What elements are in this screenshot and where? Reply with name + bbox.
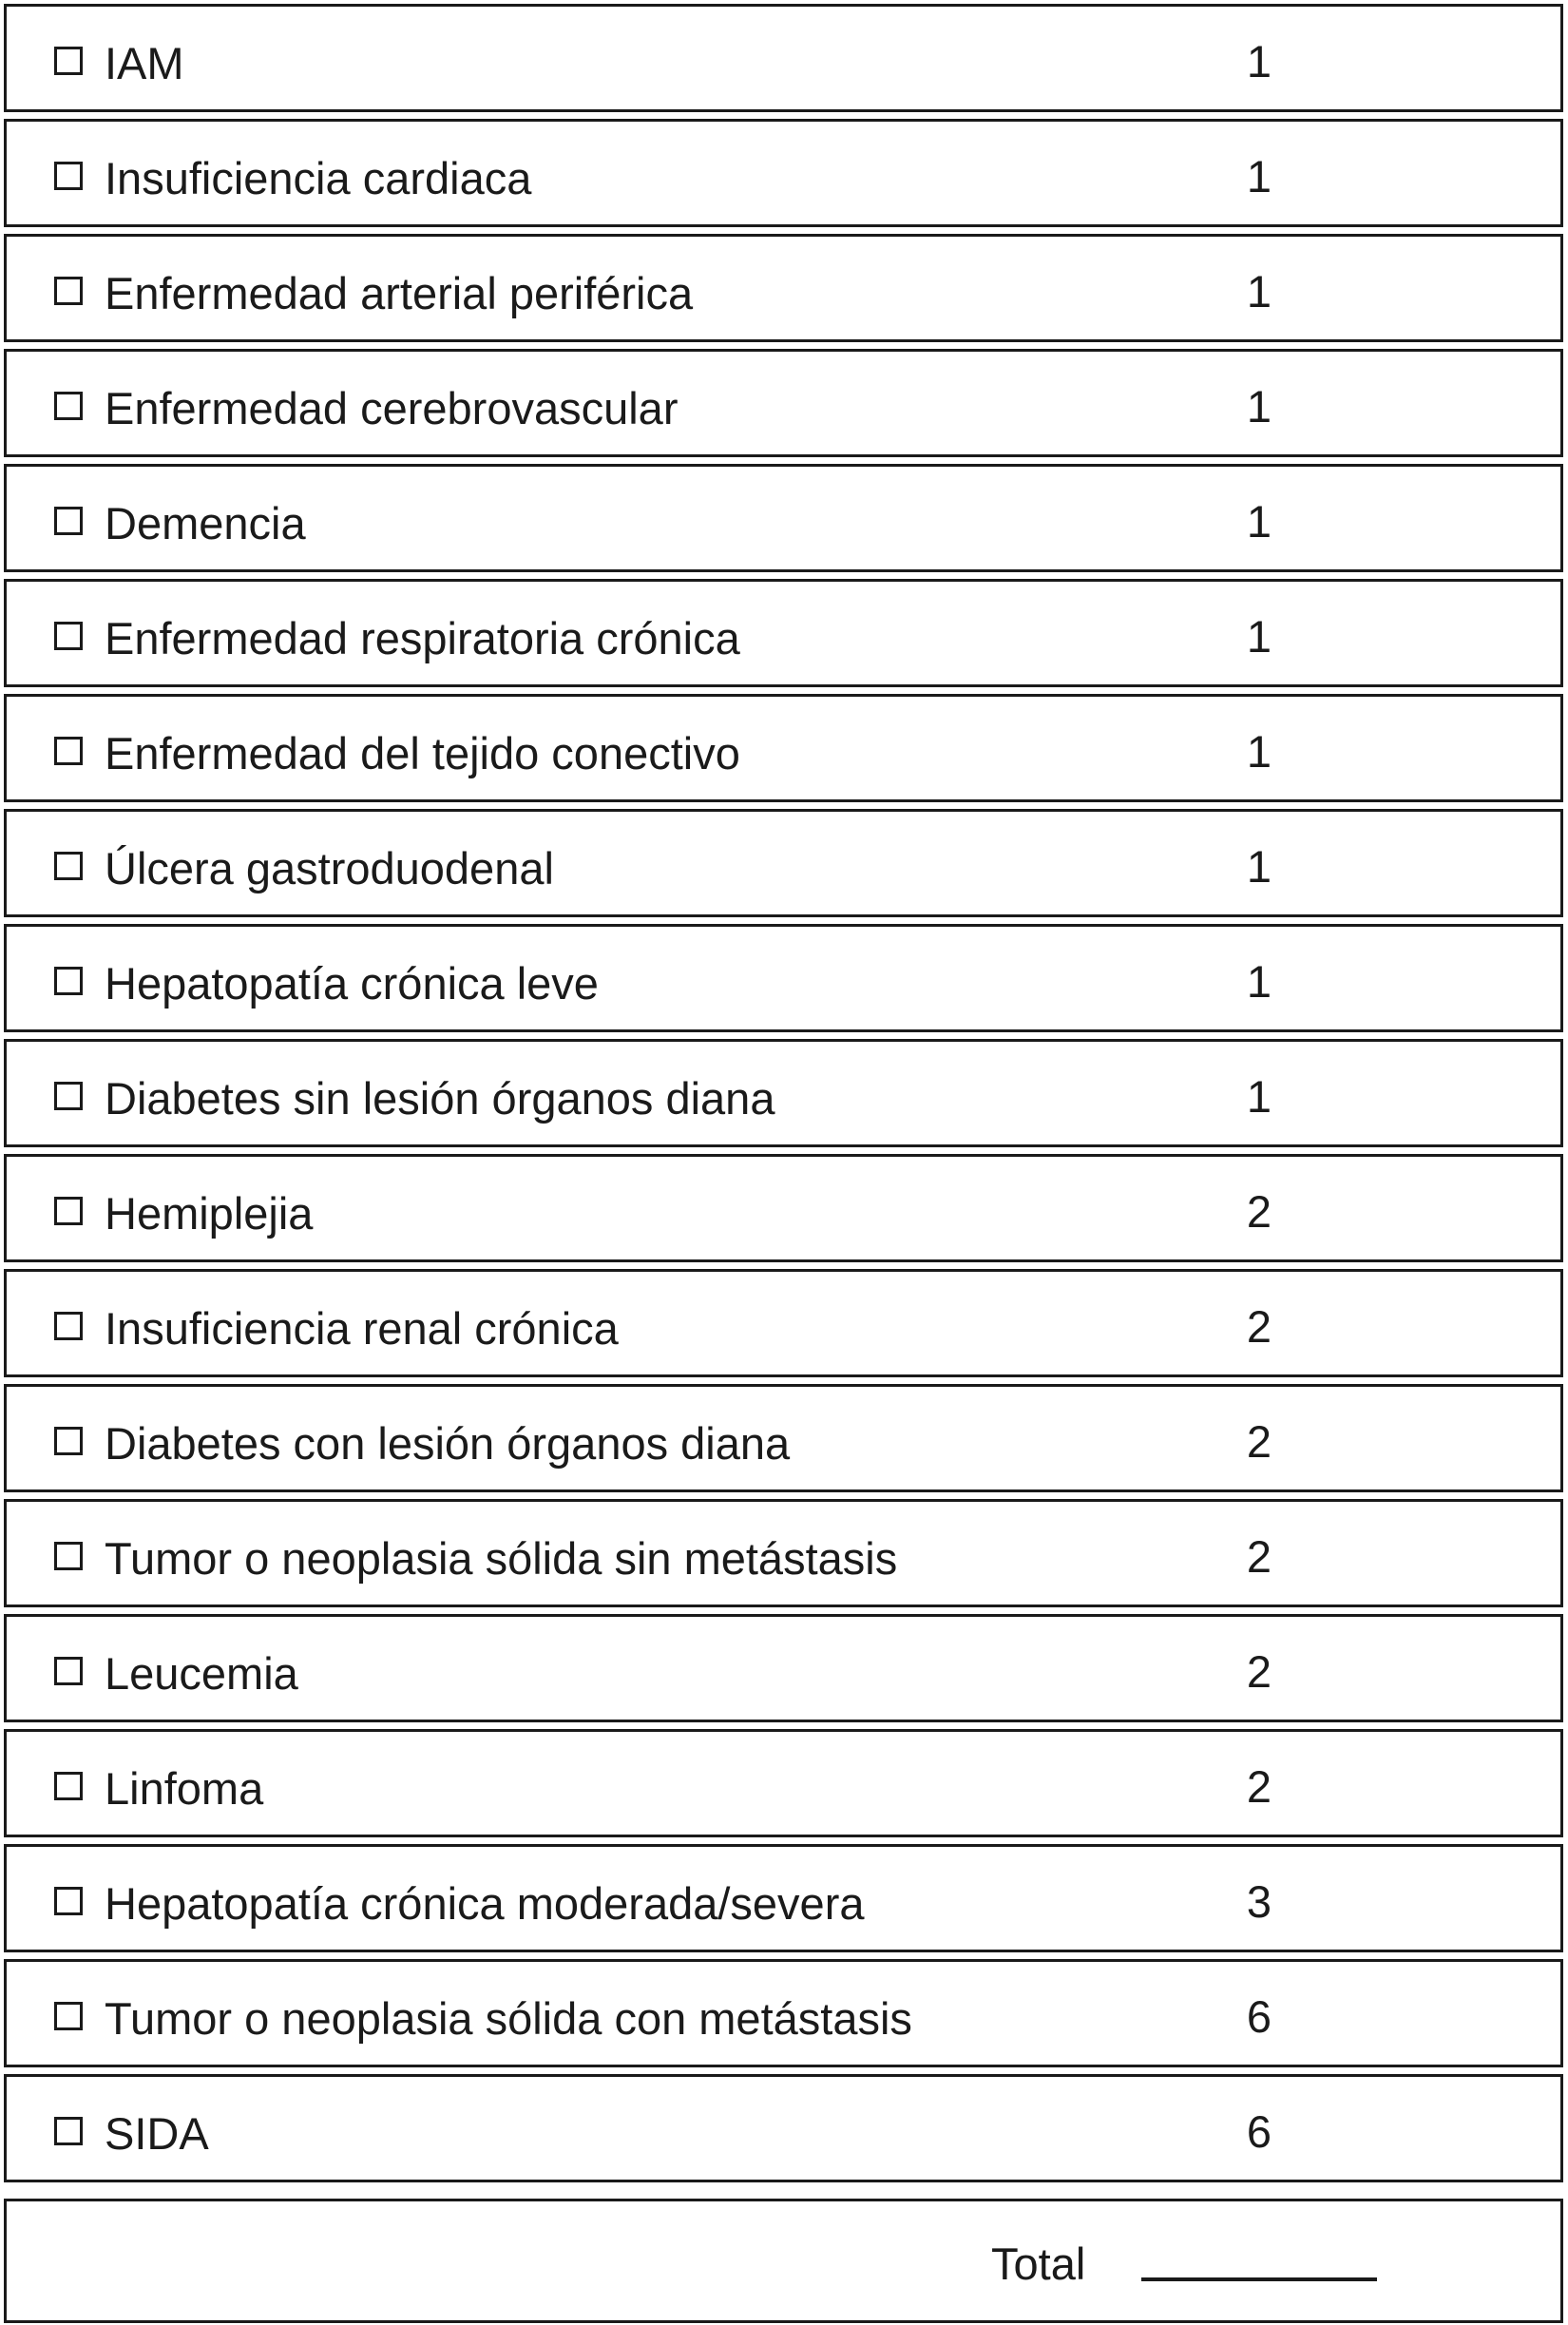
checklist-row-enfermedad-respiratoria-cronica [4,579,1563,687]
checkbox-hemiplejia[interactable] [54,1197,83,1225]
checklist-row-ulcera-gastroduodenal [4,809,1563,917]
row-label: Tumor o neoplasia sólida sin metástasis [105,1533,898,1584]
row-score: 1 [1246,36,1272,86]
row-score: 6 [1246,1991,1272,2042]
total-label: Total [991,2239,1086,2289]
checkbox-hepatopatia-cronica-leve[interactable] [54,967,83,995]
checkbox-demencia[interactable] [54,507,83,535]
checklist-row-iam [4,4,1563,112]
row-label: Leucemia [105,1648,298,1699]
row-score: 1 [1246,381,1272,432]
checkbox-leucemia[interactable] [54,1657,83,1685]
checkbox-enfermedad-cerebrovascular[interactable] [54,392,83,420]
checkbox-enfermedad-arterial-periferica[interactable] [54,277,83,305]
checkbox-tumor-sin-metastasis[interactable] [54,1542,83,1570]
row-score: 2 [1246,1301,1272,1352]
checklist-row-enfermedad-arterial-periferica [4,234,1563,342]
total-row [4,2199,1563,2323]
checkbox-insuficiencia-renal-cronica[interactable] [54,1312,83,1340]
row-label: Enfermedad respiratoria crónica [105,613,740,663]
row-label: Diabetes con lesión órganos diana [105,1418,791,1469]
checklist-row-insuficiencia-renal-cronica [4,1269,1563,1377]
row-label: Enfermedad del tejido conectivo [105,728,740,778]
checklist-row-diabetes-sin-lesion [4,1039,1563,1147]
row-label: Insuficiencia renal crónica [105,1303,619,1354]
row-label: Hepatopatía crónica moderada/severa [105,1878,865,1929]
checkbox-insuficiencia-cardiaca[interactable] [54,162,83,190]
comorbidity-checklist [4,4,1566,2323]
row-score: 2 [1246,1531,1272,1582]
row-score: 2 [1246,1416,1272,1467]
row-label: Linfoma [105,1763,264,1814]
checkbox-enfermedad-respiratoria-cronica[interactable] [54,622,83,650]
row-label: Enfermedad cerebrovascular [105,383,679,433]
checkbox-enfermedad-tejido-conectivo[interactable] [54,737,83,765]
checklist-row-tumor-sin-metastasis [4,1499,1563,1607]
row-score: 1 [1246,1071,1272,1122]
checklist-row-tumor-con-metastasis [4,1959,1563,2067]
checklist-row-enfermedad-cerebrovascular [4,349,1563,457]
checklist-row-hepatopatia-moderada-severa [4,1844,1563,1952]
row-score: 2 [1246,1761,1272,1812]
row-label: Enfermedad arterial periférica [105,268,694,318]
checklist-row-linfoma [4,1729,1563,1837]
row-score: 1 [1246,151,1272,202]
row-score: 1 [1246,841,1272,892]
checklist-row-insuficiencia-cardiaca [4,119,1563,227]
checklist-row-hepatopatia-cronica-leve [4,924,1563,1032]
checklist-row-hemiplejia [4,1154,1563,1262]
checkbox-sida[interactable] [54,2117,83,2145]
checkbox-diabetes-sin-lesion[interactable] [54,1082,83,1110]
checklist-row-sida [4,2074,1563,2182]
row-label: Tumor o neoplasia sólida con metástasis [105,1993,912,2044]
checkbox-linfoma[interactable] [54,1772,83,1800]
row-score: 3 [1246,1876,1272,1927]
checklist-row-enfermedad-tejido-conectivo [4,694,1563,802]
row-label: Úlcera gastroduodenal [105,843,554,893]
row-label: Hemiplejia [105,1188,314,1239]
row-score: 2 [1246,1646,1272,1697]
row-label: Demencia [105,498,306,548]
checkbox-ulcera-gastroduodenal[interactable] [54,852,83,880]
row-label: Insuficiencia cardiaca [105,153,532,203]
checklist-row-diabetes-con-lesion [4,1384,1563,1492]
total-input[interactable] [1141,2277,1377,2281]
row-score: 1 [1246,611,1272,662]
row-score: 2 [1246,1186,1272,1237]
row-score: 6 [1246,2106,1272,2157]
checklist-row-demencia [4,464,1563,572]
checkbox-tumor-con-metastasis[interactable] [54,2002,83,2030]
checkbox-iam[interactable] [54,47,83,75]
row-score: 1 [1246,726,1272,777]
row-label: Hepatopatía crónica leve [105,958,599,1009]
row-label: IAM [105,38,184,88]
checkbox-hepatopatia-moderada-severa[interactable] [54,1887,83,1915]
checkbox-diabetes-con-lesion[interactable] [54,1427,83,1455]
row-label: Diabetes sin lesión órganos diana [105,1073,775,1124]
row-score: 1 [1246,266,1272,317]
checklist-row-leucemia [4,1614,1563,1722]
row-score: 1 [1246,956,1272,1007]
row-score: 1 [1246,496,1272,547]
row-label: SIDA [105,2108,209,2159]
